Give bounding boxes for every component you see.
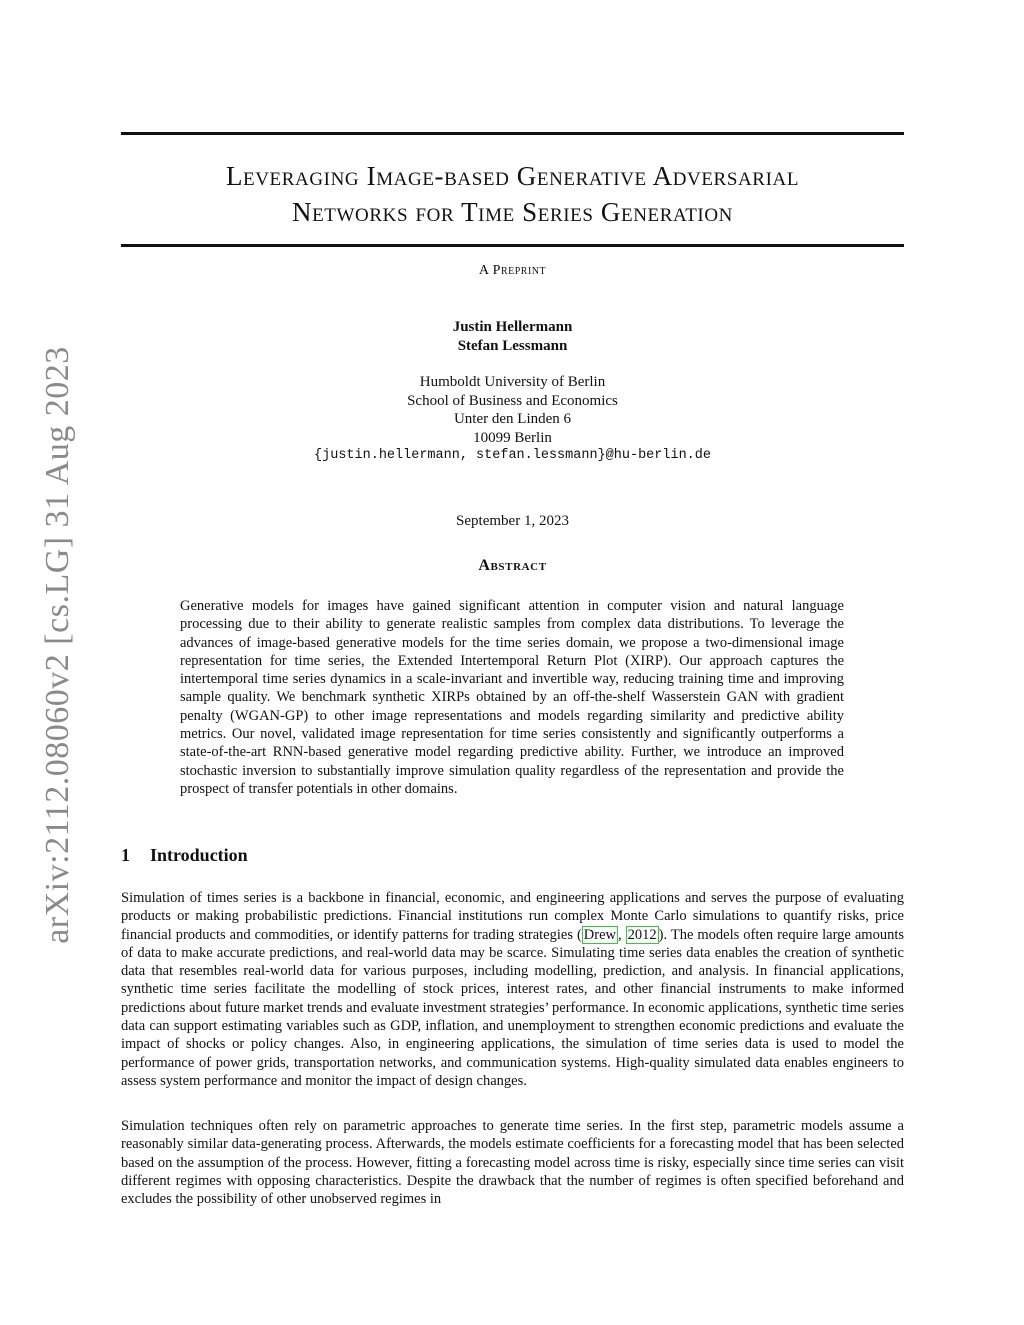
citation-link-year[interactable]: 2012 <box>627 926 657 943</box>
affiliation-school: School of Business and Economics <box>407 392 618 409</box>
abstract-heading: Abstract <box>478 557 547 574</box>
paper-title <box>121 158 904 230</box>
author-name: Justin Hellermann <box>452 319 573 335</box>
title-rule-top <box>121 132 904 135</box>
author-list <box>121 318 904 356</box>
section-number: 1 <box>121 845 130 865</box>
paper-date: September 1, 2023 <box>456 513 569 529</box>
author-name: Stefan Lessmann <box>457 338 568 354</box>
intro-paragraph-1 <box>121 889 904 1090</box>
citation-separator: , <box>618 926 626 943</box>
affiliation-block <box>121 373 904 466</box>
author-email: {justin.hellermann, stefan.lessmann}@hu-berlin.de <box>314 448 711 463</box>
preprint-label: A Preprint <box>478 263 547 278</box>
intro-p1-text-before-citation: Simulation of times series is a backbone in financial, economic, and engineering applications and serves the purpose of evaluating products or making probabilistic predictions. Financial institutions run complex Monte Carlo simulations to quantify risks, price financial products and commodities, or identify patterns for trading strategies ( <box>121 890 904 943</box>
abstract-text: Generative models for images have gained significant attention in computer vision and natural language processing due to their ability to generate realistic samples from complex data distributions. To leverage the advances of image-based generative models for the time series domain, we propose a two-dimensional image representation for time series, the Extended Intertemporal Return Plot (XIRP). Our approach captures the intertemporal time series dynamics in a scale-invariant and invertible way, reducing training time and improving sample quality. We benchmark synthetic XIRPs obtained by an off-the-shelf Wasserstein GAN with gradient penalty (WGAN-GP) to other image representations and models regarding similarity and predictive ability metrics. Our novel, validated image representation for time series consistently and significantly outperforms a state-of-the-art RNN-based generative model regarding predictive ability. Further, we introduce an improved stochastic inversion to substantially improve simulation quality regardless of the representation and provide the prospect of transfer potentials in other domains. <box>180 598 844 797</box>
affiliation-street: Unter den Linden 6 <box>453 411 572 427</box>
section-heading-introduction <box>121 845 248 866</box>
title-rule-bottom <box>121 244 904 247</box>
affiliation-university: Humboldt University of Berlin <box>419 374 606 390</box>
citation-link-author[interactable]: Drew <box>583 926 617 943</box>
section-title: Introduction <box>150 845 248 865</box>
intro-paragraph-2: Simulation techniques often rely on parametric approaches to generate time series. In the first step, parametric models assume a reasonably similar data-generating process. Afterwards, the models estimate coefficients for a forecasting model that has been selected based on the assumption of the process. However, fitting a forecasting model across time is risky, especially since time series can visit different regimes with opposing characteristics. Despite the drawback that the number of regimes is often specified beforehand and excludes the possibility of other unobserved regimes in <box>121 1118 904 1208</box>
arxiv-side-stamp: arXiv:2112.08060v2 [cs.LG] 31 Aug 2023 <box>39 346 76 944</box>
intro-p1-text-after-citation: ). The models often require large amounts of data to make accurate predictions, and real-world data may be scarce. Simulating time series data enables the creation of synthetic data that resembles real-world data for various purposes, including modelling, prediction, and analysis. In financial applications, synthetic time series facilitate the modelling of stock prices, interest rates, and other financial instruments to make informed predictions about future market trends and evaluate investment strategies’ performance. In economic applications, synthetic time series data can support estimating variables such as GDP, inflation, and unemployment to strengthen economic predictions and evaluate the impact of shocks or policy changes. Also, in engineering applications, the simulation of time series data is used to model the performance of power grids, transportation networks, and communication systems. High-quality simulated data enables engineers to assess system performance and monitor the impact of design changes. <box>121 926 904 1089</box>
affiliation-city: 10099 Berlin <box>473 429 552 446</box>
paper-title-line-1: Leveraging Image-based Generative Adversarial <box>225 161 800 191</box>
paper-title-line-2: Networks for Time Series Generation <box>291 197 733 227</box>
